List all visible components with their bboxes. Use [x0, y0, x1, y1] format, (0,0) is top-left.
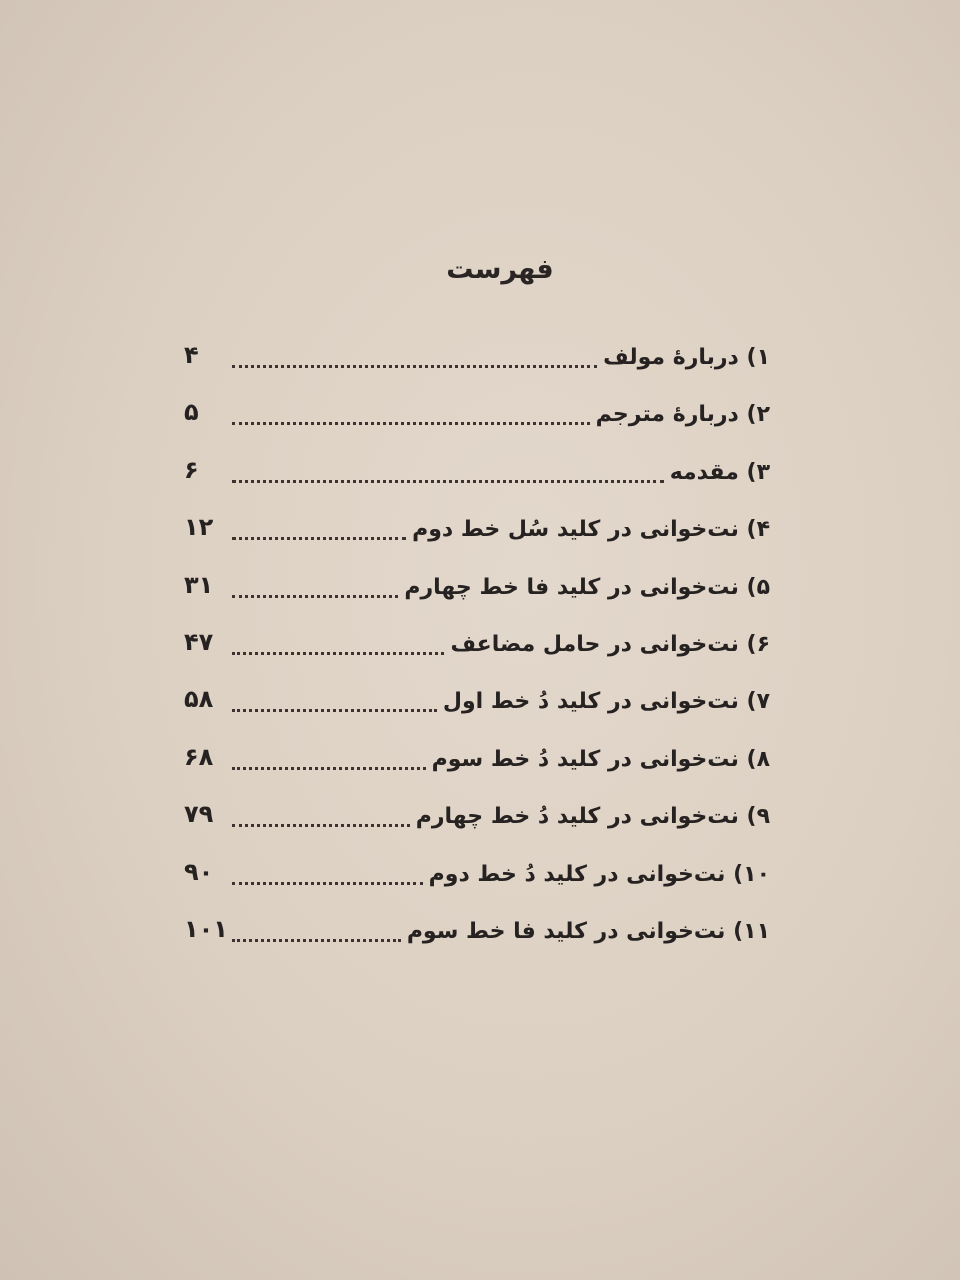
- toc-entry: [180, 794, 770, 851]
- toc-entry-page-number: ۱۲: [184, 513, 214, 542]
- toc-entry-page-number: ۱۰۱: [184, 914, 228, 943]
- toc-entry-label: ۱) دربارهٔ مولف: [603, 345, 770, 370]
- toc-dot-leader: [232, 824, 410, 827]
- toc-entry-page-number: ۳۱: [184, 570, 214, 599]
- toc-entry-page-number: ۶: [184, 455, 199, 484]
- toc-entry-page-number: ۵: [184, 398, 199, 427]
- toc-entry-page-number: ۷۹: [184, 800, 214, 829]
- toc-dot-leader: [232, 652, 444, 655]
- toc-entry: [180, 909, 770, 966]
- toc-entry-label: ۱۰) نت‌خوانی در کلید دُ خط دوم: [428, 861, 770, 887]
- toc-entry-label: ۱۱) نت‌خوانی در کلید فا خط سوم: [406, 918, 770, 944]
- toc-entry-label: ۳) مقدمه: [669, 459, 770, 485]
- toc-entry: [180, 622, 770, 679]
- toc-dot-leader: [232, 365, 597, 368]
- toc-entry: [180, 392, 770, 449]
- toc-dot-leader: [232, 882, 423, 885]
- toc-dot-leader: [232, 595, 398, 598]
- toc-entry: [180, 679, 770, 736]
- toc-entry: [180, 737, 770, 794]
- toc-dot-leader: [232, 537, 406, 540]
- toc-entry-page-number: ۴۷: [184, 627, 214, 656]
- toc-entry: [180, 852, 770, 909]
- toc-dot-leader: [232, 939, 401, 942]
- toc-entry-label: ۹) نت‌خوانی در کلید دُ خط چهارم: [415, 804, 770, 830]
- page-title: فهرست: [446, 254, 554, 285]
- toc-entry: [180, 565, 770, 622]
- toc-entry-label: ۶) نت‌خوانی در حامل مضاعف: [450, 631, 770, 657]
- toc-dot-leader: [232, 767, 426, 770]
- toc-list: [180, 335, 770, 966]
- toc-entry-page-number: ۴: [184, 341, 199, 369]
- toc-entry-page-number: ۵۸: [184, 685, 214, 714]
- toc-dot-leader: [232, 480, 664, 483]
- toc-entry-page-number: ۹۰: [184, 857, 214, 886]
- toc-entry: [180, 335, 770, 392]
- toc-entry-page-number: ۶۸: [184, 742, 214, 771]
- toc-entry-label: ۸) نت‌خوانی در کلید دُ خط سوم: [431, 746, 770, 772]
- toc-dot-leader: [232, 422, 590, 425]
- toc-entry: [180, 507, 770, 564]
- toc-entry-label: ۴) نت‌خوانی در کلید سُل خط دوم: [412, 517, 770, 543]
- toc-entry: [180, 450, 770, 507]
- toc-entry-label: ۷) نت‌خوانی در کلید دُ خط اول: [442, 689, 770, 715]
- toc-dot-leader: [232, 709, 437, 712]
- toc-entry-label: ۲) دربارهٔ مترجم: [595, 402, 770, 428]
- toc-entry-label: ۵) نت‌خوانی در کلید فا خط چهارم: [404, 574, 770, 600]
